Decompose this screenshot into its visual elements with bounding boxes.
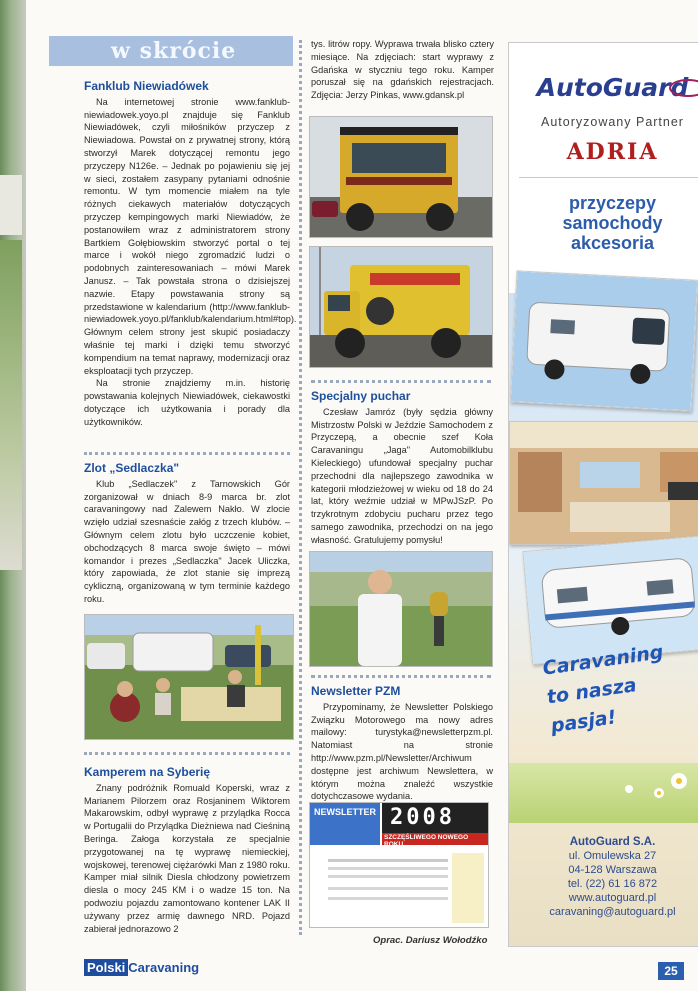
- slogan-line: Caravaning: [541, 641, 665, 680]
- product-list: [509, 193, 698, 253]
- slogan-line: to nasza: [545, 674, 638, 709]
- ad-slogan: [541, 638, 673, 741]
- photo-trophy-man: [309, 551, 493, 667]
- address-line: www.autoguard.pl: [568, 892, 657, 904]
- section-title: w skrócie: [111, 38, 237, 64]
- divider: [311, 675, 491, 678]
- divider: [519, 177, 698, 178]
- article-title: Specjalny puchar: [311, 389, 411, 403]
- author-credit: Oprac. Dariusz Wołodźko: [373, 935, 488, 946]
- article-title: Fanklub Niewiadówek: [84, 79, 209, 93]
- column-divider: [299, 40, 302, 935]
- article-text: Przypominamy, że Newsletter Polskiego Związku Motorowego ma nowy adres mailowy: turystyka@newsletterpzm.pl. Natomiast na stronie http://www.pzm.pl/Newsletter/Archiwum dostępne jest archiwum Newslettera, w którym można znaleźć wszystkie dotychczasowe wydania.: [311, 701, 493, 802]
- article-text: tys. litrów ropy. Wyprawa trwała blisko cztery miesiące. Na zdjęciach: start wyprawy z Gdańska w styczniu tego roku. Kamper poruszał się na gdańskich rejestracjach. Zdjęcia: Jerzy Pinkas, www.gdansk.pl: [311, 39, 494, 101]
- autoguard-advert: [508, 42, 698, 947]
- thumbnail-year: 2008: [390, 805, 455, 830]
- article-text: Na stronie znajdziemy m.in. historię powstawania kolejnych Niewiadówek, ciekawostki dotyczące ich użytkowania i porady dla użytkowników.: [84, 378, 290, 427]
- page-number: 25: [658, 962, 684, 980]
- thumbnail-banner: SZCZĘŚLIWEGO NOWEGO ROKU: [384, 834, 469, 848]
- article-fanklub: [84, 79, 297, 429]
- company-name: AutoGuard S.A.: [569, 836, 656, 848]
- address-line: caravaning@autoguard.pl: [549, 906, 676, 918]
- product-item: samochody: [562, 213, 663, 233]
- newsletter-thumbnail: [309, 802, 489, 928]
- autoguard-logo: AutoGuard: [536, 73, 689, 102]
- product-item: przyczepy: [568, 193, 657, 213]
- article-text: Klub „Sedlaczek" z Tarnowskich Gór zorganizował w dniach 8-9 marca br. zlot caravaningowy nad Zalewem Nakło. W zlocie wzięło udział szesnaście załóg z trzech klubów. – Głównym celem zlotu było uczczenie kobiet, obchodzących 8 marca swoje święto – mówi komandor i prezes „Sedlaczka" Jacek Uliczka, który zapowiada, że zlot stanie się imprezą cykliczną, organizowaną w tym terminie każdego roku.: [84, 478, 290, 604]
- partner-text: Autoryzowany Partner: [541, 115, 684, 129]
- page-spine: [0, 0, 26, 991]
- article-text: Czesław Jamróz (były sędzia główny Mistrzostw Polski w Jeździe Samochodem z Przyczepą, a obecnie szef Koła Caravaningu „Jaga" Automobilklubu Kieleckiego) ufundował specjalny puchar przechodni dla najlepszego zawodnika w kategorii młodzieżowej w wieku od 18 do 24 lat, który weźmie udział w MPwJSzP. Po trzykrotnym zdobyciu pucharu przez tego samego zawodnika, przechodzi on na jego własność. Gratulujemy pomysłu!: [311, 406, 493, 545]
- article-text: Na internetowej stronie www.fanklub-niewiadowek.yoyo.pl znajduje się Fanklub Niewiadówek, czyli miłośników przyczep z Niewiadowa. Powstał on z prywatnej strony, którą stworzył Marek dotyczącej remontu jego przyczepy N126e. – Jednak po pojawieniu się jej w sieci, zostałem zasypany pytaniami odnośnie remontu. W tym momencie miałem na tyle różnych ciekawych materiałów dotyczących przyczep kempingowych marki Niewiadów, że postanowiłem wraz z administratorem strony Bartkiem Gołębiowskim stworzyć portal o tej marce i wokół niego zgromadzić ludzi o podobnych zainteresowaniach – mówi Marek Janusz. – Tak powstała strona o dzisiejszej nazwie. Etapy powstawania strony są przedstawione w kalendarium (http://www.fanklub-niewiadowek.yoyo.pl/fanklub/kalendarium.html#top). Głównym celem strony jest skupić posiadaczy właśnie tej marki i dzięki temu stworzyć kompendium na temat naprawy, modernizacji oraz eksploatacji tych przyczep.: [84, 96, 297, 376]
- article-title: Newsletter PZM: [311, 684, 401, 698]
- company-address: [509, 835, 698, 919]
- photo-expedition-truck-side: [309, 246, 493, 368]
- divider: [311, 380, 491, 383]
- adria-logo: ADRIA: [566, 139, 659, 165]
- thumbnail-title: NEWSLETTER: [314, 807, 376, 817]
- article-puchar: [311, 390, 493, 547]
- photo-expedition-truck-front: [309, 116, 493, 238]
- article-zlot: [84, 462, 290, 606]
- photo-caravan-interior: [509, 421, 698, 545]
- logo-part: Polski: [84, 959, 128, 976]
- address-line: tel. (22) 61 16 872: [567, 878, 658, 890]
- divider: [84, 452, 290, 455]
- logo-part: Caravaning: [128, 960, 200, 975]
- photo-motorhome: [510, 270, 698, 411]
- magazine-page: [26, 0, 698, 991]
- photo-camping-picnic: [84, 614, 294, 740]
- address-line: 04-128 Warszawa: [568, 864, 657, 876]
- slogan-line: pasja!: [549, 706, 618, 738]
- article-text: Znany podróżnik Romuald Koperski, wraz z Marianem Pilorzem oraz Rosjaninem Wiktorem Makarowskim, odbył wyprawę z przylądka Rocca w Portugalii do Przylądka Dieżniewa nad Cieśniną Beringa. Załoga korzystała ze specjalnie przygotowanej na tę wyprawę niemieckiej, wojskowej, terenowej ciężarówki Man z 1980 roku. Kamper miał silnik Diesla chłodzony powietrzem diesla o mocy 245 KM i o wadze 15 ton. Na podwoziu pojazdu zamontowano kontener LAK II używany przez armię dawnego NRD. Pojazd zabierał jednorazowo 2: [84, 782, 290, 934]
- article-newsletter: [311, 685, 493, 803]
- magazine-logo: [84, 960, 199, 975]
- article-title: Zlot „Sedlaczka": [84, 461, 180, 475]
- product-item: akcesoria: [570, 233, 655, 253]
- article-title: Kamperem na Syberię: [84, 765, 211, 779]
- section-header: [49, 36, 293, 66]
- grass-flowers: [509, 763, 698, 823]
- article-syberia-continued: [311, 38, 494, 102]
- address-line: ul. Omulewska 27: [568, 850, 657, 862]
- article-syberia: [84, 766, 290, 935]
- divider: [84, 752, 290, 755]
